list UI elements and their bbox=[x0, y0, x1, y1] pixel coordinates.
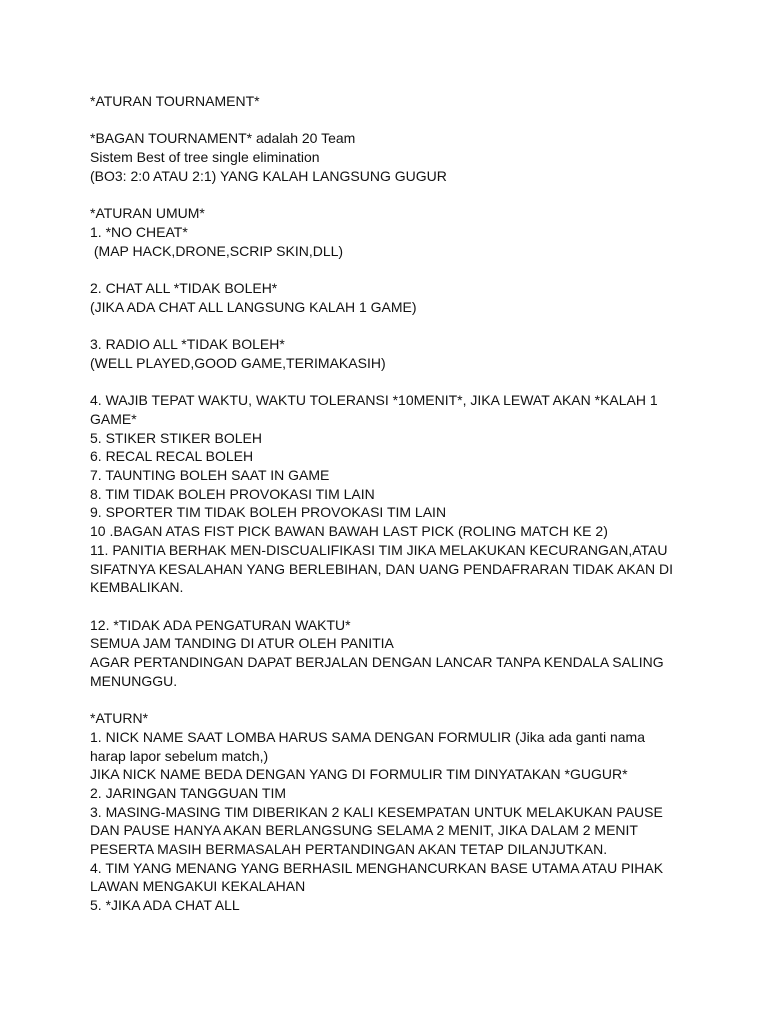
text-line: 5. *JIKA ADA CHAT ALL bbox=[90, 897, 240, 914]
blank-line bbox=[90, 186, 710, 205]
text-line: SIFATNYA KESALAHAN YANG BERLEBIHAN, DAN UANG PENDAFRARAN TIDAK AKAN DI bbox=[90, 560, 673, 577]
text-line: *ATURN* bbox=[90, 710, 149, 727]
text-line: AGAR PERTANDINGAN DAPAT BERJALAN DENGAN LANCAR TANPA KENDALA SALING bbox=[90, 654, 664, 670]
blank-line bbox=[90, 316, 710, 335]
text-line: LAWAN MENGAKUI KEKALAHAN bbox=[90, 878, 306, 895]
text-line: DAN PAUSE HANYA AKAN BERLANGSUNG SELAMA 2 MENIT, JIKA DALAM 2 MENIT bbox=[90, 822, 638, 839]
text-line: 4. TIM YANG MENANG YANG BERHASIL MENGHANCURKAN BASE UTAMA ATAU PIHAK bbox=[90, 859, 664, 876]
text-line: *BAGAN TOURNAMENT* adalah 20 Team bbox=[90, 130, 356, 147]
document-page bbox=[90, 92, 710, 915]
text-line: 5. STIKER STIKER BOLEH bbox=[90, 429, 262, 446]
text-line: 2. JARINGAN TANGGUAN TIM bbox=[90, 784, 287, 801]
text-line: MENUNGGU. bbox=[90, 672, 178, 689]
text-line: *ATURAN UMUM* bbox=[90, 205, 205, 222]
text-line: JIKA NICK NAME BEDA DENGAN YANG DI FORMULIR TIM DINYATAKAN *GUGUR* bbox=[90, 766, 628, 783]
text-line: 9. SPORTER TIM TIDAK BOLEH PROVOKASI TIM LAIN bbox=[90, 504, 447, 521]
text-line: (WELL PLAYED,GOOD GAME,TERIMAKASIH) bbox=[90, 354, 386, 371]
text-line: PESERTA MASIH BERMASALAH PERTANDINGAN AKAN TETAP DILANJUTKAN. bbox=[90, 841, 608, 858]
text-line: 1. NICK NAME SAAT LOMBA HARUS SAMA DENGAN FORMULIR (Jika ada ganti nama bbox=[90, 728, 645, 745]
text-line: 4. WAJIB TEPAT WAKTU, WAKTU TOLERANSI *10MENIT*, JIKA LEWAT AKAN *KALAH 1 bbox=[90, 392, 658, 409]
text-line: 3. MASING-MASING TIM DIBERIKAN 2 KALI KESEMPATAN UNTUK MELAKUKAN PAUSE bbox=[90, 803, 663, 820]
text-line: (JIKA ADA CHAT ALL LANGSUNG KALAH 1 GAME) bbox=[90, 298, 417, 315]
blank-line bbox=[90, 597, 710, 616]
text-line: SEMUA JAM TANDING DI ATUR OLEH PANITIA bbox=[90, 635, 394, 652]
text-line: GAME* bbox=[90, 410, 137, 427]
text-line: Sistem Best of tree single elimination bbox=[90, 149, 320, 166]
text-line: 2. CHAT ALL *TIDAK BOLEH* bbox=[90, 279, 278, 296]
text-line: (MAP HACK,DRONE,SCRIP SKIN,DLL) bbox=[90, 242, 344, 259]
text-line: 12. *TIDAK ADA PENGATURAN WAKTU* bbox=[90, 616, 351, 633]
text-line: *ATURAN TOURNAMENT* bbox=[90, 93, 260, 109]
text-line: 3. RADIO ALL *TIDAK BOLEH* bbox=[90, 336, 285, 353]
text-line: 11. PANITIA BERHAK MEN-DISCUALIFIKASI TIM JIKA MELAKUKAN KECURANGAN,ATAU bbox=[90, 541, 668, 558]
text-line: harap lapor sebelum match,) bbox=[90, 747, 269, 764]
text-line: 6. RECAL RECAL BOLEH bbox=[90, 448, 254, 465]
blank-line bbox=[90, 260, 710, 279]
text-line: 10 .BAGAN ATAS FIST PICK BAWAN BAWAH LAST PICK (ROLING MATCH KE 2) bbox=[90, 523, 608, 540]
blank-line bbox=[90, 111, 710, 130]
text-line: KEMBALIKAN. bbox=[90, 579, 184, 596]
text-line: 8. TIM TIDAK BOLEH PROVOKASI TIM LAIN bbox=[90, 485, 375, 502]
text-line: (BO3: 2:0 ATAU 2:1) YANG KALAH LANGSUNG GUGUR bbox=[90, 167, 447, 184]
text-line: 1. *NO CHEAT* bbox=[90, 223, 188, 240]
blank-line bbox=[90, 690, 710, 709]
text-line: 7. TAUNTING BOLEH SAAT IN GAME bbox=[90, 466, 330, 483]
blank-line bbox=[90, 372, 710, 391]
